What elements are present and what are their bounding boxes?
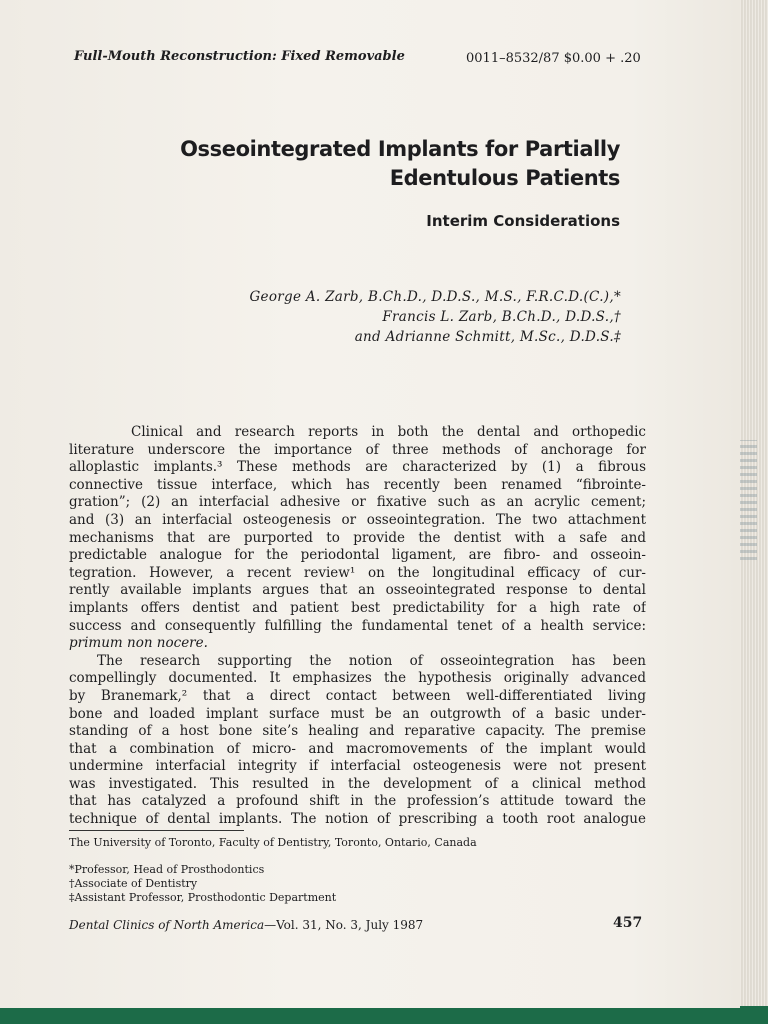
- affiliation-note: The University of Toronto, Faculty of Dentistry, Toronto, Ontario, Canada: [69, 836, 477, 849]
- page-number: 457: [613, 915, 643, 931]
- body-line: bone and loaded implant surface must be an outgrowth of a basic under-: [69, 705, 646, 722]
- author-list: [249, 287, 621, 347]
- journal-issue: —Vol. 31, No. 3, July 1987: [264, 918, 424, 932]
- body-line: mechanisms that are purported to provide the dentist with a safe and: [69, 529, 646, 546]
- body-line: that has catalyzed a profound shift in the profession’s attitude toward the: [69, 793, 646, 810]
- body-line: success and consequently fulfilling the fundamental tenet of a health service:: [69, 617, 646, 634]
- journal-citation: [69, 918, 423, 932]
- body-line: was investigated. This resulted in the development of a clinical method: [69, 775, 646, 792]
- body-line: The research supporting the notion of osseointegration has been: [97, 652, 646, 669]
- article-subtitle: Interim Considerations: [426, 212, 620, 230]
- body-line: literature underscore the importance of three methods of anchorage for: [69, 441, 646, 458]
- article-body: [69, 424, 646, 829]
- body-line: by Branemark,² that a direct contact between well-differentiated living: [69, 687, 646, 704]
- author-line: and Adrianne Schmitt, M.Sc., D.D.S.‡: [354, 329, 621, 345]
- title-line-2: Edentulous Patients: [389, 166, 620, 190]
- footnote: *Professor, Head of Prosthodontics: [69, 863, 265, 876]
- footnote: ‡Assistant Professor, Prosthodontic Department: [69, 891, 337, 904]
- running-head-code: 0011–8532/87 $0.00 + .20: [466, 51, 641, 66]
- journal-title: Dental Clinics of North America: [69, 918, 265, 932]
- running-head-section: Full-Mouth Reconstruction: Fixed Removable: [74, 49, 405, 64]
- article-title: [100, 135, 620, 193]
- body-line: compellingly documented. It emphasizes the hypothesis originally advanced: [69, 670, 646, 687]
- author-line: Francis L. Zarb, B.Ch.D., D.D.S.,†: [382, 309, 621, 325]
- body-line: predictable analogue for the periodontal ligament, are fibro- and osseoin-: [69, 547, 646, 564]
- body-line: technique of dental implants. The notion of prescribing a tooth root analogue: [69, 811, 646, 828]
- title-line-1: Osseointegrated Implants for Partially: [180, 137, 620, 161]
- footnote-divider: [69, 830, 244, 831]
- body-line: undermine interfacial integrity if interfacial osteogenesis were not present: [69, 758, 646, 775]
- body-line: connective tissue interface, which has recently been renamed “fibrointe-: [69, 476, 646, 493]
- body-line: gration”; (2) an interfacial adhesive or fixative such as an acrylic cement;: [69, 494, 646, 511]
- library-stamp: [739, 440, 757, 560]
- author-line: George A. Zarb, B.Ch.D., D.D.S., M.S., F.R.C.D.(C.),*: [249, 289, 621, 305]
- body-line: Clinical and research reports in both the dental and orthopedic: [131, 424, 646, 440]
- body-line: tegration. However, a recent review¹ on the longitudinal efficacy of cur-: [69, 564, 646, 581]
- body-line: implants offers dentist and patient best predictability for a high rate of: [69, 599, 646, 616]
- body-line: alloplastic implants.³ These methods are characterized by (1) a fibrous: [69, 459, 646, 476]
- body-line: rently available implants argues that an osseointegrated response to dental: [69, 582, 646, 599]
- body-line: and (3) an interfacial osteogenesis or osseointegration. The two attachment: [69, 511, 646, 528]
- body-line: that a combination of micro- and macromovements of the implant would: [69, 740, 646, 757]
- body-line-latin: primum non nocere.: [69, 635, 208, 652]
- body-line: standing of a host bone site’s healing and reparative capacity. The premise: [69, 723, 646, 740]
- footnote: †Associate of Dentistry: [69, 877, 198, 890]
